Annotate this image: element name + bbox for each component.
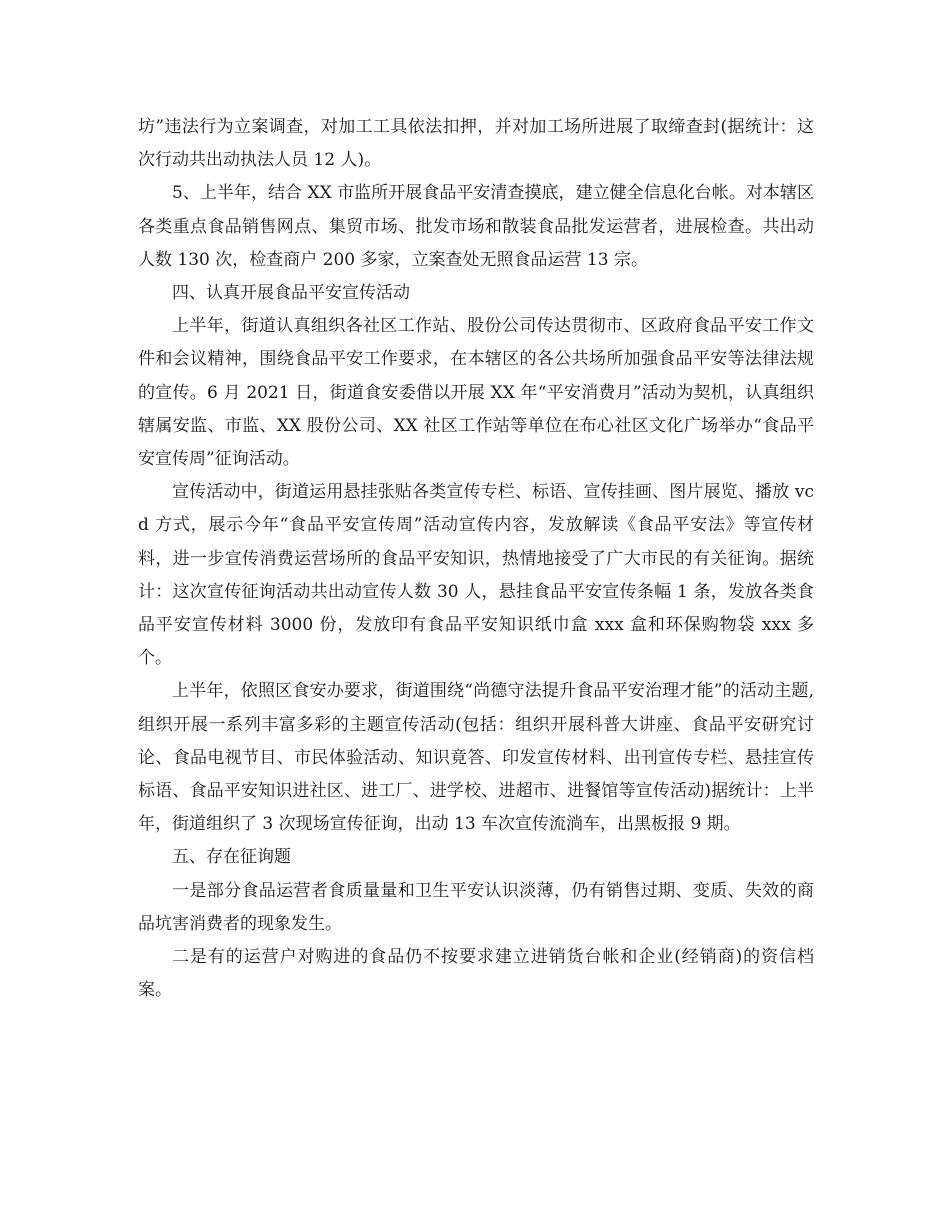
section-heading-5: 五、存在征询题 xyxy=(172,847,291,868)
section-heading-4: 四、认真开展食品平安宣传活动 xyxy=(172,283,410,304)
paragraph-publicity-overview: 上半年，街道认真组织各社区工作站、股份公司传达贯彻市、区政府食品平安工作文件和会议精神，围绕食品平安工作要求，在本辖区的各公共场所加强食品平安等法律法规的宣传。6 月 2021 日，街道食安委借以开展 XX 年“平安消费月”活动为契机，认真组织辖属安监、市监、XX 股份公司、XX 社区工作站等单位在布心社区文化广场举办“食品平安宣传周”征询活动。 xyxy=(138,316,814,470)
document-body xyxy=(138,111,814,1007)
paragraph-theme-activities: 上半年，依照区食安办要求，街道围绕“尚德守法提升食品平安治理才能”的活动主题,组织开展一系列丰富多彩的主题宣传活动(包括：组织开展科普大讲座、食品平安研究讨论、食品电视节目、市民体验活动、知识竟答、印发宣传材料、出刊宣传专栏、悬挂宣传标语、食品平安知识进社区、进工厂、进学校、进超市、进餐馆等宣传活动)据统计：上半年，街道组织了 3 次现场宣传征询，出动 13 车次宣传流淌车，出黑板报 9 期。 xyxy=(138,681,814,835)
paragraph-item-5: 5、上半年，结合 XX 市监所开展食品平安清查摸底，建立健全信息化台帐。对本辖区各类重点食品销售网点、集贸市场、批发市场和散装食品批发运营者，进展检查。共出动人数 130 次，检查商户 200 多家，立案查处无照食品运营 13 宗。 xyxy=(138,183,814,270)
paragraph-continuation: 坊”违法行为立案调查，对加工工具依法扣押，并对加工场所进展了取缔查封(据统计：这次行动共出动执法人员 12 人)。 xyxy=(138,117,814,171)
paragraph-problem-2: 二是有的运营户对购进的食品仍不按要求建立进销货台帐和企业(经销商)的资信档案。 xyxy=(138,947,814,1001)
paragraph-publicity-activities: 宣传活动中，街道运用悬挂张贴各类宣传专栏、标语、宣传挂画、图片展览、播放 vcd 方式，展示今年“食品平安宣传周”活动宣传内容，发放解读《食品平安法》等宣传材料，进一步宣传消费运营场所的食品平安知识，热情地接受了广大市民的有关征询。据统计：这次宣传征询活动共出动宣传人数 30 人，悬挂食品平安宣传条幅 1 条，发放各类食品平安宣传材料 3000 份，发放印有食品平安知识纸巾盒 xxx 盒和环保购物袋 xxx 多个。 xyxy=(138,482,814,669)
paragraph-problem-1: 一是部分食品运营者食质量量和卫生平安认识淡薄，仍有销售过期、变质、失效的商品坑害消费者的现象发生。 xyxy=(138,880,814,934)
